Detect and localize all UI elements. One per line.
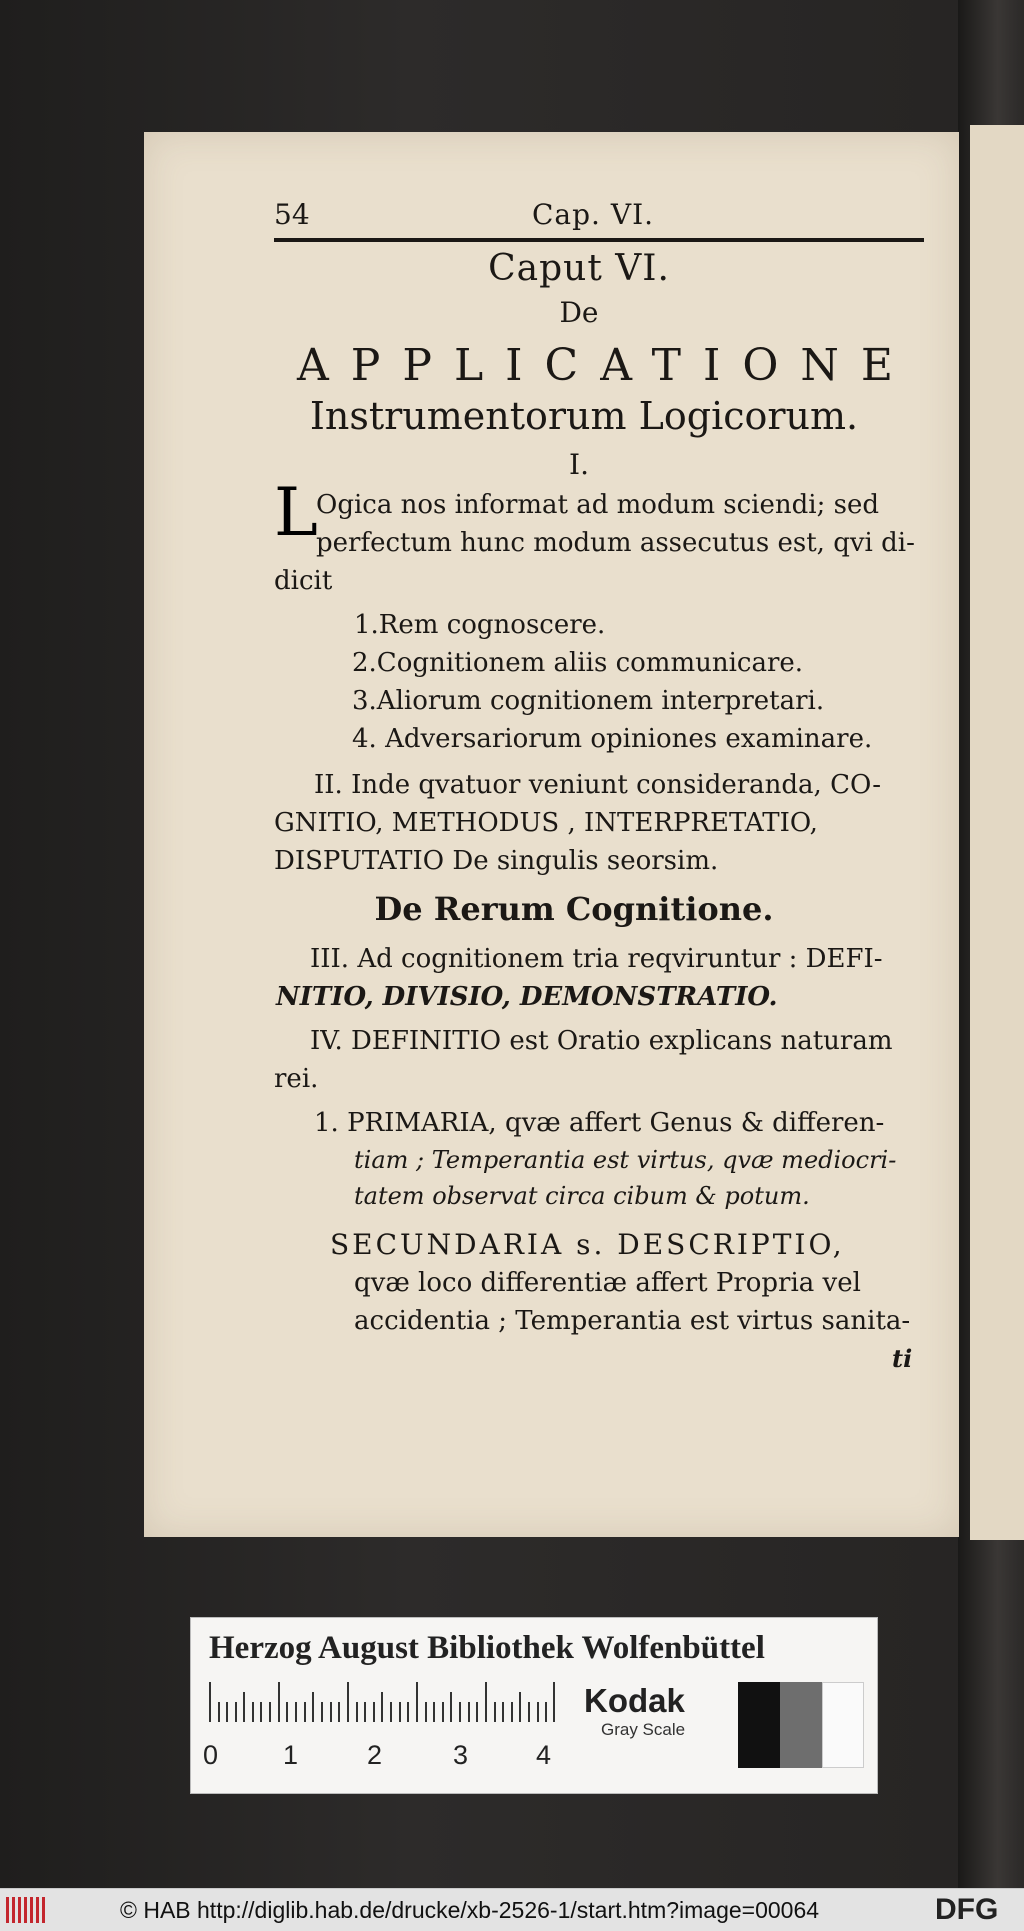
adjacent-page-edge — [970, 125, 1024, 1540]
running-head — [274, 198, 1024, 238]
para-i-line-2: perfectum hunc modum assecutus est, qvi di- — [316, 528, 915, 558]
list-item-4: 4. Adversariorum opiniones examinare. — [352, 724, 873, 754]
source-url[interactable]: © HAB http://diglib.hab.de/drucke/xb-2526-1/start.htm?image=00064 — [120, 1897, 820, 1923]
para-iv-line-2: rei. — [274, 1064, 319, 1094]
drop-cap: L — [274, 474, 318, 551]
dfg-logo: DFG — [935, 1893, 999, 1926]
title-de: De — [559, 296, 599, 329]
scale-numbers — [203, 1740, 563, 1776]
library-scale-card — [190, 1617, 878, 1794]
scale-number-1: 1 — [283, 1740, 299, 1770]
para-2-line-3: accidentia ; Temperantia est virtus sanita- — [354, 1306, 911, 1336]
title-sub: Instrumentorum Logicorum. — [309, 394, 859, 438]
heading-rerum-cognitione: De Rerum Cognitione. — [374, 890, 774, 928]
ruler-scale — [209, 1682, 555, 1722]
para-2-line-2: qvæ loco differentiæ affert Propria vel — [354, 1268, 861, 1298]
catchword: ti — [892, 1344, 913, 1373]
para-i-line-3: dicit — [274, 566, 333, 596]
chapter-title: Caput VI. — [488, 248, 670, 289]
para-iii-line-2: NITIO, DIVISIO, DEMONSTRATIO. — [276, 982, 778, 1012]
para-1-line-2: tiam ; Temperantia est virtus, qvæ mediocri- — [354, 1146, 897, 1174]
para-ii-line-3: DISPUTATIO De singulis seorsim. — [274, 846, 719, 876]
para-1-line-3: tatem observat circa cibum & potum. — [354, 1182, 810, 1210]
para-i-line-1: Ogica nos informat ad modum sciendi; sed — [316, 490, 879, 520]
status-bar — [0, 1888, 1024, 1931]
scale-number-0: 0 — [203, 1740, 219, 1770]
kodak-logo: Kodak — [584, 1682, 685, 1719]
page-number: 54 — [274, 198, 310, 231]
gray-scale-label: Gray Scale — [601, 1720, 686, 1739]
para-iii-line-1: III. Ad cognitionem tria reqviruntur : DEFI- — [310, 944, 883, 974]
para-2-line-1: SECUNDARIA s. DESCRIPTIO, — [330, 1228, 845, 1261]
title-main: APPLICATIONE — [296, 340, 916, 391]
library-name: Herzog August Bibliothek Wolfenbüttel — [209, 1630, 765, 1666]
para-ii-line-1: II. Inde qvatuor veniunt consideranda, CO- — [314, 770, 882, 800]
list-item-1: 1.Rem cognoscere. — [354, 610, 606, 640]
para-ii-line-2: GNITIO, METHODUS , INTERPRETATIO, — [274, 808, 818, 838]
scale-number-4: 4 — [536, 1740, 552, 1770]
para-1-line-1: 1. PRIMARIA, qvæ affert Genus & differen- — [314, 1108, 885, 1138]
scale-number-3: 3 — [453, 1740, 469, 1770]
swatch-black — [738, 1682, 780, 1768]
section-i: I. — [569, 448, 589, 481]
hab-logo-icon — [6, 1897, 46, 1923]
swatch-gray — [780, 1682, 822, 1768]
list-item-3: 3.Aliorum cognitionem interpretari. — [352, 686, 825, 716]
header-rule — [274, 238, 924, 242]
scale-number-2: 2 — [367, 1740, 383, 1770]
para-iv-line-1: IV. DEFINITIO est Oratio explicans naturam — [310, 1026, 893, 1056]
swatch-white — [822, 1682, 864, 1768]
list-item-2: 2.Cognitionem aliis communicare. — [352, 648, 804, 678]
running-head-title: Cap. VI. — [532, 198, 655, 231]
book-page — [144, 132, 959, 1537]
